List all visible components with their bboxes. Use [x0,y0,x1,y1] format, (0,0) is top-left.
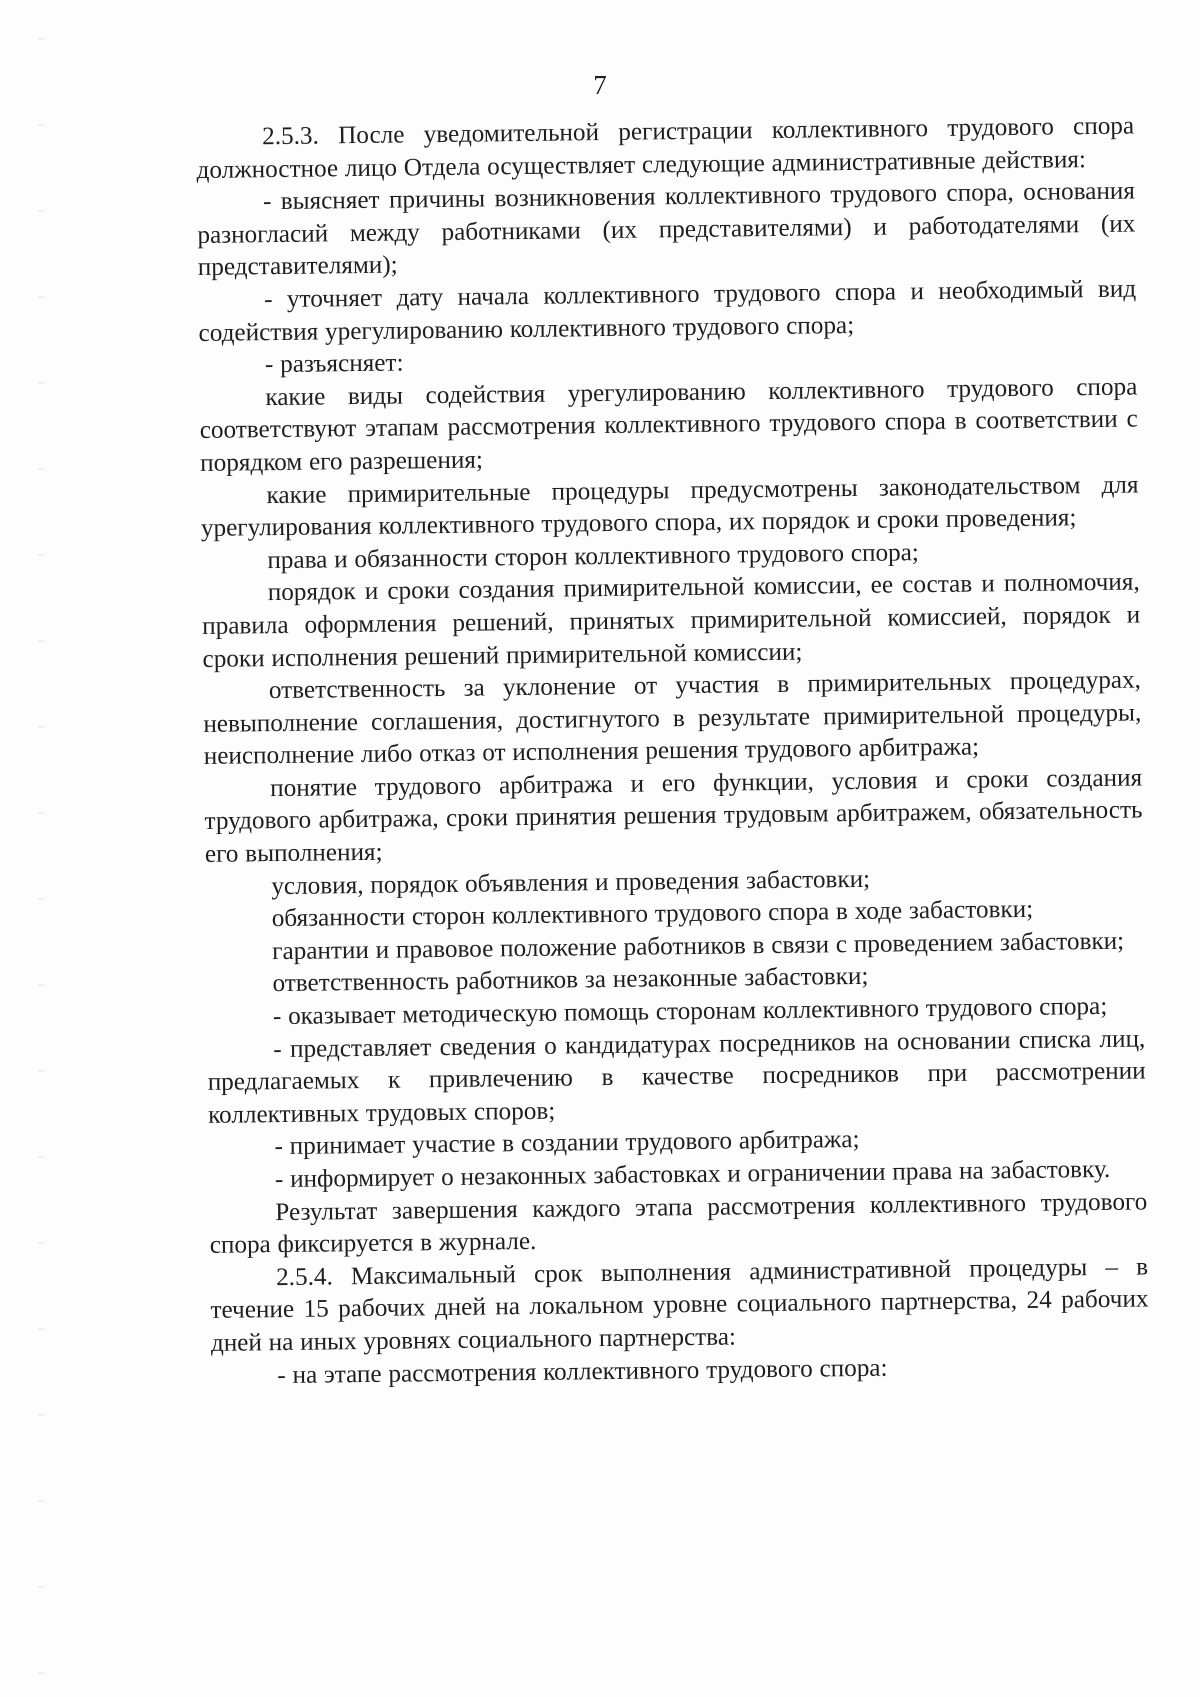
paragraph: - информирует о незаконных забастовках и ограничении права на забастовку. [274,1155,1111,1194]
document-body [196,111,1149,1394]
paragraph: обязанности сторон коллективного трудового спора в ходе забастовки; [271,896,1034,933]
page-number: 7 [593,70,607,100]
paragraph: 2.5.3. После уведомительной регистрации коллективного трудового спора должностное лицо Отдела осуществляет следующие административные действия: [196,112,1135,184]
paragraph: ответственность работников за незаконные забастовки; [272,963,869,998]
paragraph: - оказывает методическую помощь сторонам коллективного трудового спора; [272,992,1108,1031]
paragraph: - разъясняет: [264,349,404,379]
paragraph: - уточняет дату начала коллективного трудового спора и необходимый вид содействия урегулированию коллективного трудового спора; [198,275,1137,347]
paragraph: - представляет сведения о кандидатурах посредников на основании списка лиц, предлагаемых к привлечению в качестве посредников при рассмотрении коллективных трудовых споров; [207,1025,1146,1129]
paragraph: какие примирительные процедуры предусмотрены законодательством для урегулирования коллективного трудового спора, их порядок и сроки проведения; [200,471,1139,543]
paragraph: какие виды содействия урегулированию коллективного трудового спора соответствуют этапам рассмотрения коллективного трудового спора в соответствии с порядком его разрешения; [199,373,1138,477]
paragraph: - выясняет причины возникновения коллективного трудового спора, основания разногласий между работниками (их представителями) и работодателями (их представителями); [197,177,1136,282]
paragraph: Результат завершения каждого этапа рассмотрения коллективного трудового спора фиксируется в журнале. [209,1188,1148,1260]
paragraph: порядок и сроки создания примирительной комиссии, ее состав и полномочия, правила оформления решений, принятых примирительной комиссией, порядок и сроки исполнения решений примирительной комиссии; [201,568,1141,673]
paragraph: понятие трудового арбитража и его функции, условия и сроки создания трудового арбитража, сроки принятия решения трудовым арбитражем, обязательность его выполнения; [204,764,1143,869]
paragraph: - принимает участие в создании трудового арбитража; [274,1126,860,1161]
paragraph: - на этапе рассмотрения коллективного трудового спора: [277,1354,888,1389]
paragraph: ответственность за уклонение от участия в примирительных процедурах, невыполнение соглашения, достигнутого в результате примирительной процедуры, неисполнение либо отказ от исполнения решения трудового арбитража; [203,666,1142,771]
paragraph: права и обязанности сторон коллективного трудового спора; [267,538,920,574]
paragraph: условия, порядок объявления и проведения забастовки; [271,865,871,900]
paragraph: 2.5.4. Максимальный срок выполнения административной процедуры – в течение 15 рабочих дней на локальном уровне социального партнерства, 24 рабочих дней на иных уровнях социального партнерства: [210,1253,1149,1357]
scan-edge-artifact [38,0,44,1697]
paragraph: гарантии и правовое положение работников в связи с проведением забастовки; [271,927,1125,965]
